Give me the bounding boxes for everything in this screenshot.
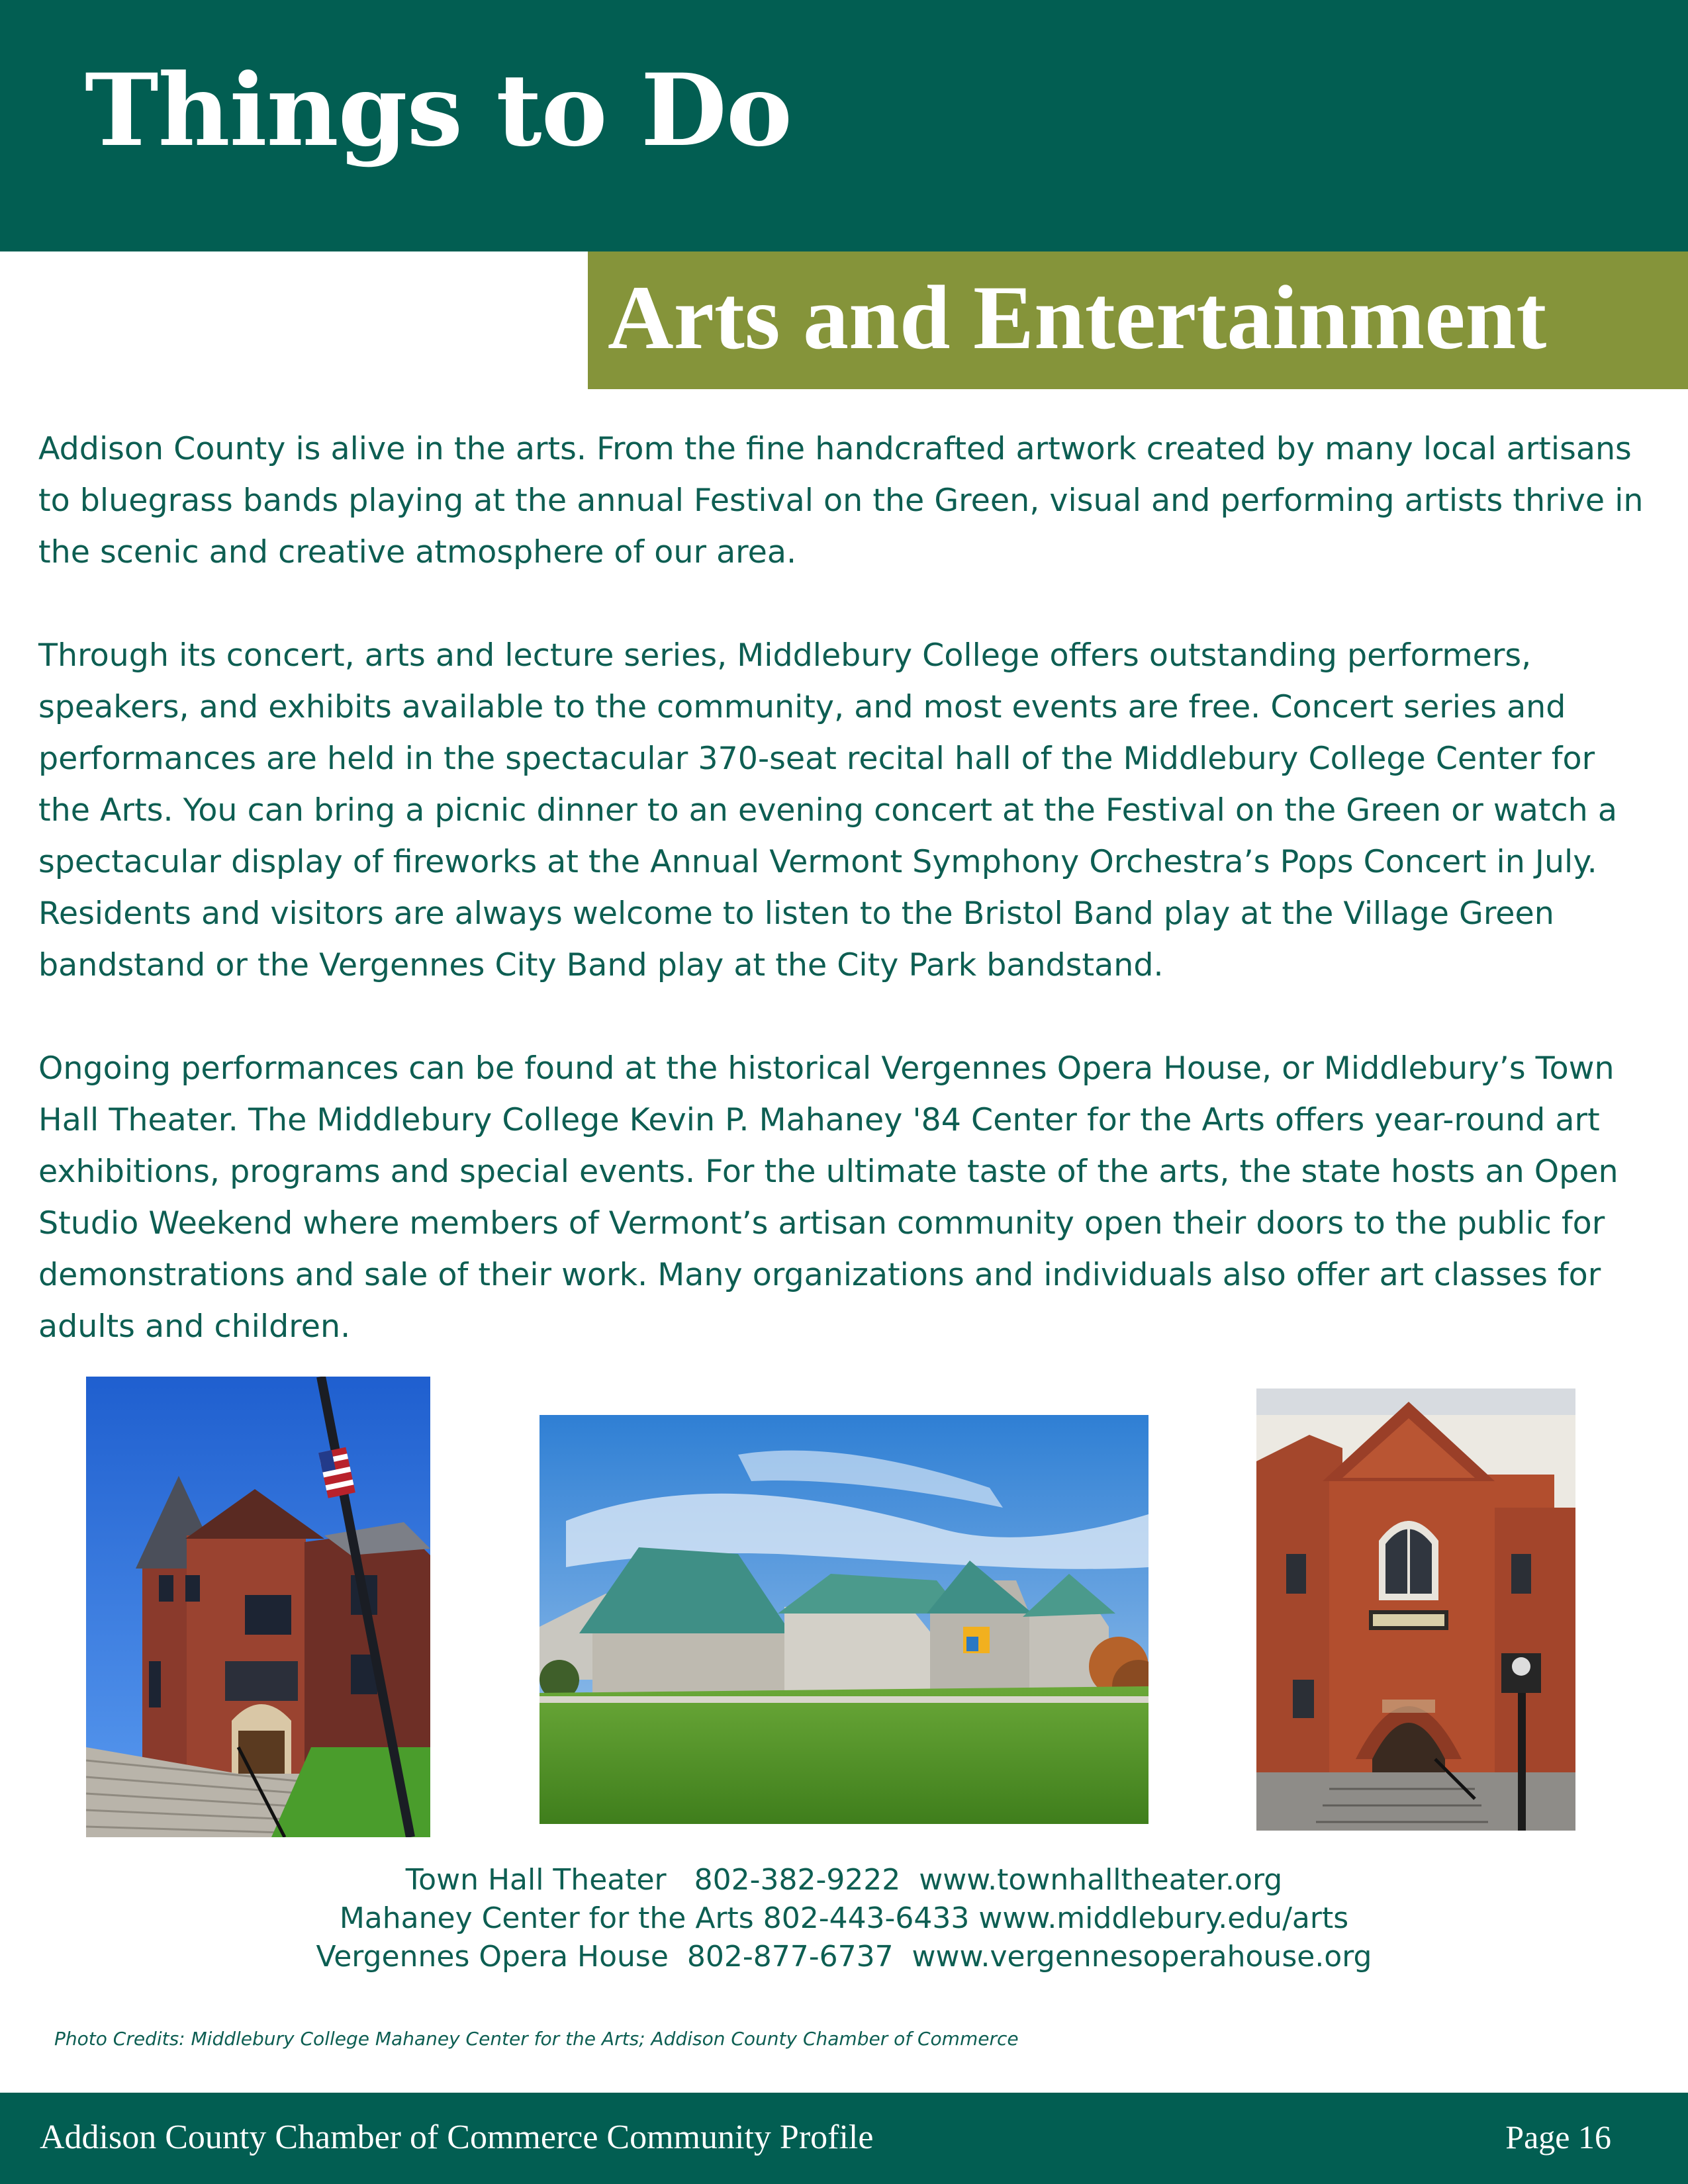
contact-vergennes-opera-house: Vergennes Opera House 802-877-6737 www.vergennesoperahouse.org	[316, 1940, 1372, 1974]
footer-band	[0, 2093, 1688, 2184]
contact-mahaney-center: Mahaney Center for the Arts 802-443-6433 www.middlebury.edu/arts	[339, 1901, 1349, 1935]
photo-town-hall	[86, 1377, 430, 1837]
body-text	[38, 424, 1654, 1404]
contact-list	[0, 1861, 1688, 1976]
paragraph: Addison County is alive in the arts. From the fine handcrafted artwork created by many local artisans to bluegrass bands playing at the annual Festival on the Green, visual and performing artists thrive in the scenic and creative atmosphere of our area.	[38, 431, 1644, 570]
paragraph: Through its concert, arts and lecture series, Middlebury College offers outstanding performers, speakers, and exhibits available to the community, and most events are free. Concert series and performances are held in the spectacular 370-seat recital hall of the Middlebury College Center for the Arts. You can bring a picnic dinner to an evening concert at the Festival on the Green or watch a spectacular display of fireworks at the Annual Vermont Symphony Orchestra’s Pops Concert in July. Residents and visitors are always welcome to listen to the Bristol Band play at the Village Green bandstand or the Vergennes City Band play at the City Park bandstand.	[38, 637, 1617, 983]
photo-mahaney-center	[539, 1415, 1149, 1824]
photo-credits: Photo Credits: Middlebury College Mahaney Center for the Arts; Addison County Chamber of Commerce	[54, 2028, 1019, 2050]
page-number: Page 16	[1505, 2118, 1611, 2156]
photo-vergennes-opera-house	[1256, 1388, 1575, 1831]
contact-town-hall-theater: Town Hall Theater 802-382-9222 www.townhalltheater.org	[405, 1863, 1283, 1897]
footer-publication: Addison County Chamber of Commerce Community Profile	[40, 2118, 874, 2156]
page-title: Things to Do	[85, 52, 792, 169]
section-title: Arts and Entertainment	[608, 267, 1547, 368]
paragraph: Ongoing performances can be found at the historical Vergennes Opera House, or Middlebury’s Town Hall Theater. The Middlebury College Kevin P. Mahaney '84 Center for the Arts offers year-round art exhibitions, programs and special events. For the ultimate taste of the arts, the state hosts an Open Studio Weekend where members of Vermont’s artisan community open their doors to the public for demonstrations and sale of their work. Many organizations and individuals also offer art classes for adults and children.	[38, 1050, 1618, 1345]
